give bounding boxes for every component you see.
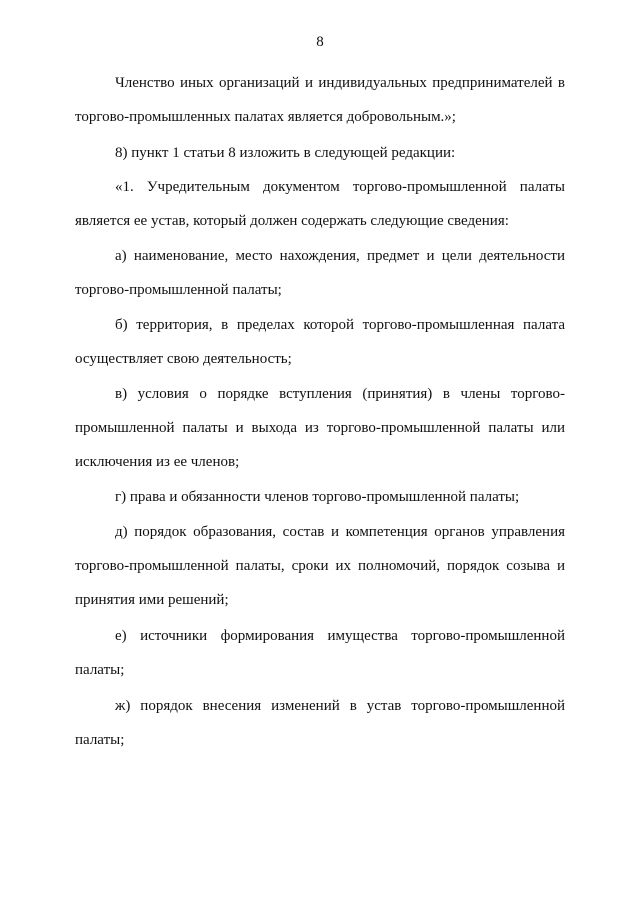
- text-line: торгово-промышленной палаты;: [75, 282, 282, 298]
- paragraph: [75, 515, 565, 617]
- text-line: б) территория, в пределах которой торгово-промышленная палата: [115, 317, 565, 333]
- paragraph: [75, 239, 565, 307]
- paragraph: [75, 689, 565, 757]
- paragraph: [75, 136, 565, 170]
- text-line: является ее устав, который должен содержать следующие сведения:: [75, 213, 509, 229]
- text-line: палаты;: [75, 662, 125, 678]
- text-line: промышленной палаты и выхода из торгово-промышленной палаты или: [75, 420, 565, 436]
- text-line: а) наименование, место нахождения, предмет и цели деятельности: [115, 248, 565, 264]
- paragraph: [75, 377, 565, 479]
- text-line: 8) пункт 1 статьи 8 изложить в следующей редакции:: [115, 145, 456, 161]
- paragraph: [75, 619, 565, 687]
- text-line: ж) порядок внесения изменений в устав торгово-промышленной: [115, 698, 565, 714]
- text-line: палаты;: [75, 732, 125, 748]
- text-line: торгово-промышленной палаты, сроки их полномочий, порядок созыва и: [75, 558, 565, 574]
- text-line: торгово-промышленных палатах является добровольным.»;: [75, 109, 456, 125]
- paragraph: [75, 170, 565, 238]
- text-line: «1. Учредительным документом торгово-промышленной палаты: [115, 179, 565, 195]
- text-line: г) права и обязанности членов торгово-промышленной палаты;: [115, 489, 520, 505]
- text-line: Членство иных организаций и индивидуальных предпринимателей в: [115, 75, 565, 91]
- text-line: исключения из ее членов;: [75, 454, 240, 470]
- paragraph: [75, 480, 565, 514]
- text-line: принятия ими решений;: [75, 592, 229, 608]
- text-line: д) порядок образования, состав и компетенция органов управления: [115, 524, 565, 540]
- text-line: в) условия о порядке вступления (принятия) в члены торгово-: [115, 386, 565, 402]
- text-line: осуществляет свою деятельность;: [75, 351, 292, 367]
- paragraph: [75, 66, 565, 134]
- page-number: 8: [316, 34, 324, 50]
- text-line: е) источники формирования имущества торгово-промышленной: [115, 628, 565, 644]
- paragraph: [75, 308, 565, 376]
